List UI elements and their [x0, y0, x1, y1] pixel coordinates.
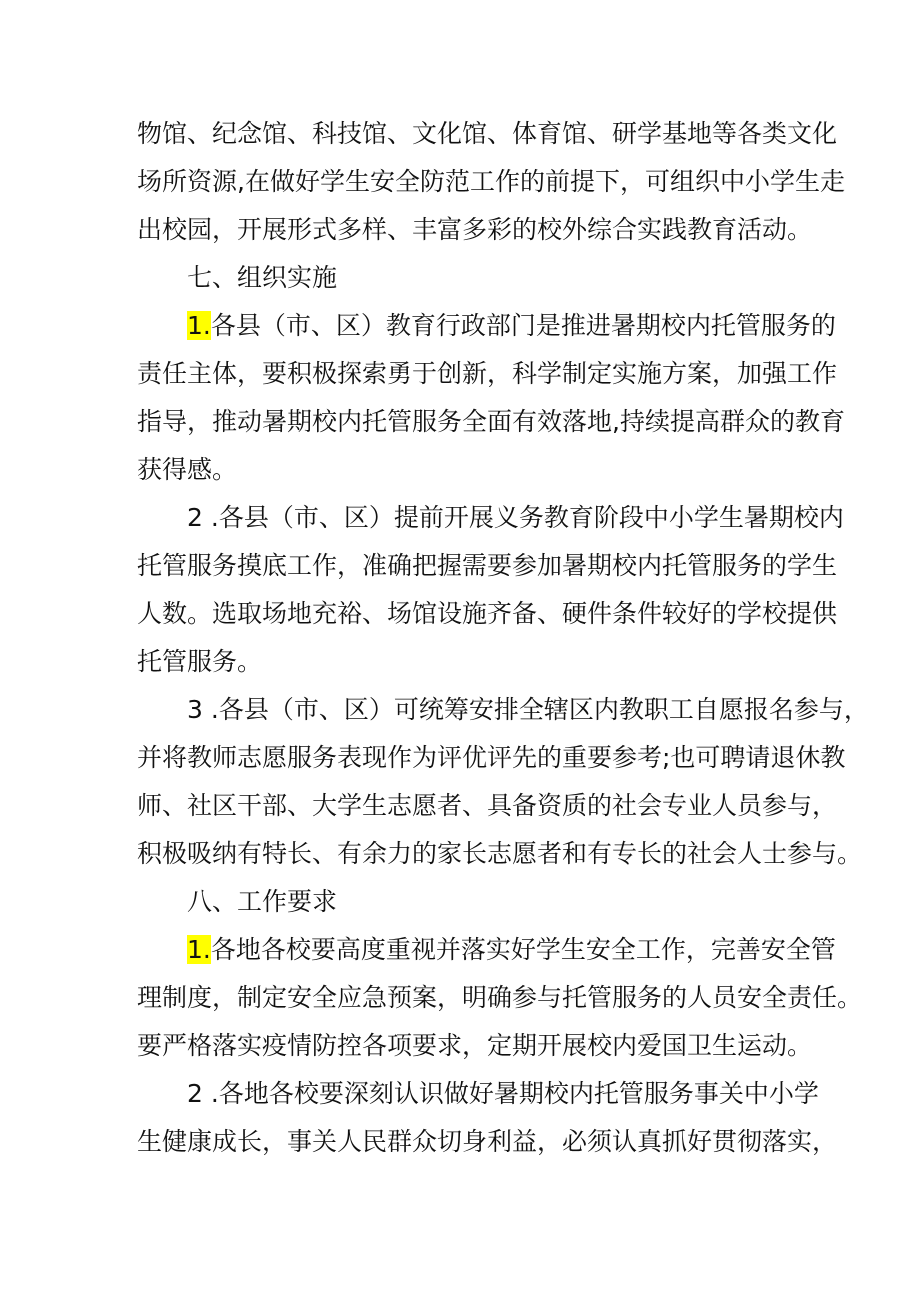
paragraph-line: 托管服务。: [137, 647, 263, 676]
list-item-line: [137, 926, 836, 974]
list-item-text: 各地各校要高度重视并落实好学生安全工作，完善安全管: [210, 935, 836, 964]
list-item-line: [137, 686, 869, 734]
paragraph-line: 师、社区干部、大学生志愿者、具备资质的社会专业人员参与，: [137, 791, 838, 820]
list-item-text: 各县（市、区）教育行政部门是推进暑期校内托管服务的: [210, 311, 836, 340]
list-item-text: 各县（市、区）可统筹安排全辖区内教职工自愿报名参与，: [218, 695, 869, 724]
list-item-line: [137, 1070, 819, 1118]
paragraph-line: 物馆、纪念馆、科技馆、文化馆、体育馆、研学基地等各类文化: [137, 119, 838, 148]
document-body: [137, 110, 869, 1166]
paragraph-line: 获得感。: [137, 455, 238, 484]
list-item-line: [137, 302, 836, 350]
item-number: 2 .: [187, 1079, 219, 1108]
paragraph-line: 生健康成长，事关人民群众切身利益，必须认真抓好贯彻落实，: [137, 1127, 838, 1156]
list-item-text: 各县（市、区）提前开展义务教育阶段中小学生暑期校内: [218, 503, 844, 532]
paragraph-line: 托管服务摸底工作，准确把握需要参加暑期校内托管服务的学生: [137, 551, 838, 580]
item-number: 2 .: [187, 503, 219, 532]
paragraph-line: 并将教师志愿服务表现作为评优评先的重要参考;也可聘请退休教: [137, 743, 846, 772]
paragraph-line: 出校园，开展形式多样、丰富多彩的校外综合实践教育活动。: [137, 215, 813, 244]
paragraph-line: 理制度，制定安全应急预案，明确参与托管服务的人员安全责任。: [137, 983, 863, 1012]
item-number: 3 .: [187, 695, 219, 724]
paragraph-line: 人数。选取场地充裕、场馆设施齐备、硬件条件较好的学校提供: [137, 599, 838, 628]
paragraph-line: 积极吸纳有特长、有余力的家长志愿者和有专长的社会人士参与。: [137, 839, 863, 868]
highlighted-item-number: 1.: [187, 311, 211, 340]
section-heading-7: 七、组织实施: [187, 263, 338, 292]
paragraph-line: 责任主体，要积极探索勇于创新，科学制定实施方案，加强工作: [137, 359, 838, 388]
paragraph-line: 场所资源,在做好学生安全防范工作的前提下，可组织中小学生走: [137, 167, 845, 196]
section-heading-8: 八、工作要求: [187, 887, 338, 916]
highlighted-item-number: 1.: [187, 935, 211, 964]
paragraph-line: 指导，推动暑期校内托管服务全面有效落地,持续提高群众的教育: [137, 407, 845, 436]
paragraph-line: 要严格落实疫情防控各项要求，定期开展校内爱国卫生运动。: [137, 1031, 813, 1060]
list-item-line: [137, 494, 844, 542]
list-item-text: 各地各校要深刻认识做好暑期校内托管服务事关中小学: [218, 1079, 819, 1108]
